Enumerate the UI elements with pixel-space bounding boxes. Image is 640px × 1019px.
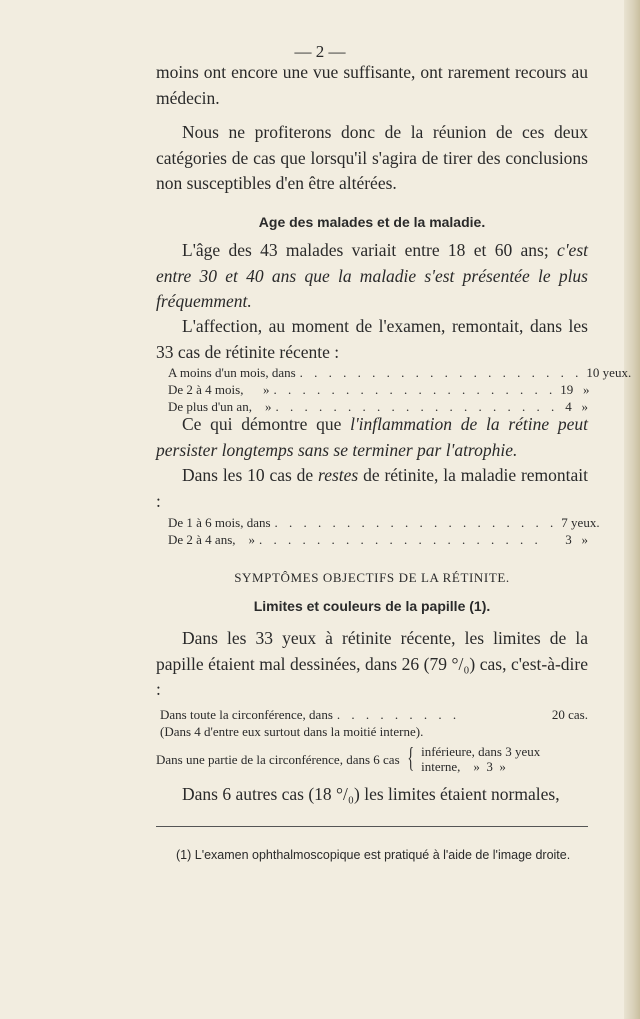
duration-list-recent bbox=[156, 364, 632, 415]
list-item: Dans toute la circonférence, dans . . . . . . . . . 20 cas. bbox=[160, 707, 588, 722]
page-number: — 2 — bbox=[294, 42, 346, 61]
brace-list-item: Dans une partie de la circonférence, dans 6 cas { inférieure, dans 3 yeux interne, » 3 » bbox=[156, 743, 541, 774]
page-edge bbox=[624, 0, 640, 1019]
paragraph-inflammation: Ce qui démontre que l'inflammation de la rétine peut persister longtemps sans se terminer par l'atrophie. bbox=[156, 414, 589, 460]
footnote-rule bbox=[156, 826, 588, 827]
duration-list-restes bbox=[156, 514, 600, 548]
list-note: (Dans 4 d'entre eux surtout dans la moitié interne). bbox=[160, 724, 424, 739]
heading-symptomes: SYMPTÔMES OBJECTIFS DE LA RÉTINITE. bbox=[234, 570, 510, 585]
list-item: De 2 à 4 mois, » . . . . . . . . . . . . . . . . . . . . 19 » bbox=[168, 382, 590, 397]
list-item: De 1 à 6 mois, dans . . . . . . . . . . . . . . . . . . . . 7 yeux. bbox=[168, 515, 600, 530]
paragraph-categories: Nous ne profiterons donc de la réunion de ces deux catégories de cas que lorsqu'il s'agira de tirer des conclusions non susceptibles d'en être altérées. bbox=[156, 122, 588, 193]
circumference-list bbox=[156, 706, 588, 774]
paragraph-normales: Dans 6 autres cas (18 °/₀) les limites étaient normales, bbox=[182, 784, 560, 804]
paragraph-affection: L'affection, au moment de l'examen, remontait, dans les 33 cas de rétinite récente : bbox=[156, 316, 588, 362]
paragraph-restes: Dans les 10 cas de restes de rétinite, la maladie remontait : bbox=[156, 465, 589, 511]
brace-glyph: { bbox=[407, 743, 414, 774]
list-item: De 2 à 4 ans, » . . . . . . . . . . . . . . . . . . . . 3 » bbox=[168, 532, 588, 547]
footnote: (1) L'examen ophthalmoscopique est pratiqué à l'aide de l'image droite. bbox=[176, 848, 571, 862]
paragraph-limites: Dans les 33 yeux à rétinite récente, les limites de la papille étaient mal dessinées, dans 26 (79 °/₀) cas, c'est-à-dire : bbox=[156, 628, 588, 699]
heading-limites: Limites et couleurs de la papille (1). bbox=[253, 598, 491, 614]
list-item: A moins d'un mois, dans . . . . . . . . . . . . . . . . . . . . 10 yeux. bbox=[168, 365, 632, 380]
paragraph-continuation: moins ont encore une vue suffisante, ont rarement recours au médecin. bbox=[156, 62, 588, 108]
heading-age: Age des malades et de la maladie. bbox=[258, 214, 486, 230]
list-item: De plus d'un an, » . . . . . . . . . . . . . . . . . . . . 4 » bbox=[168, 399, 588, 414]
paragraph-age: L'âge des 43 malades variait entre 18 et 60 ans; c'est entre 30 et 40 ans que la maladie s'est présentée le plus fréquemment. bbox=[156, 240, 588, 311]
